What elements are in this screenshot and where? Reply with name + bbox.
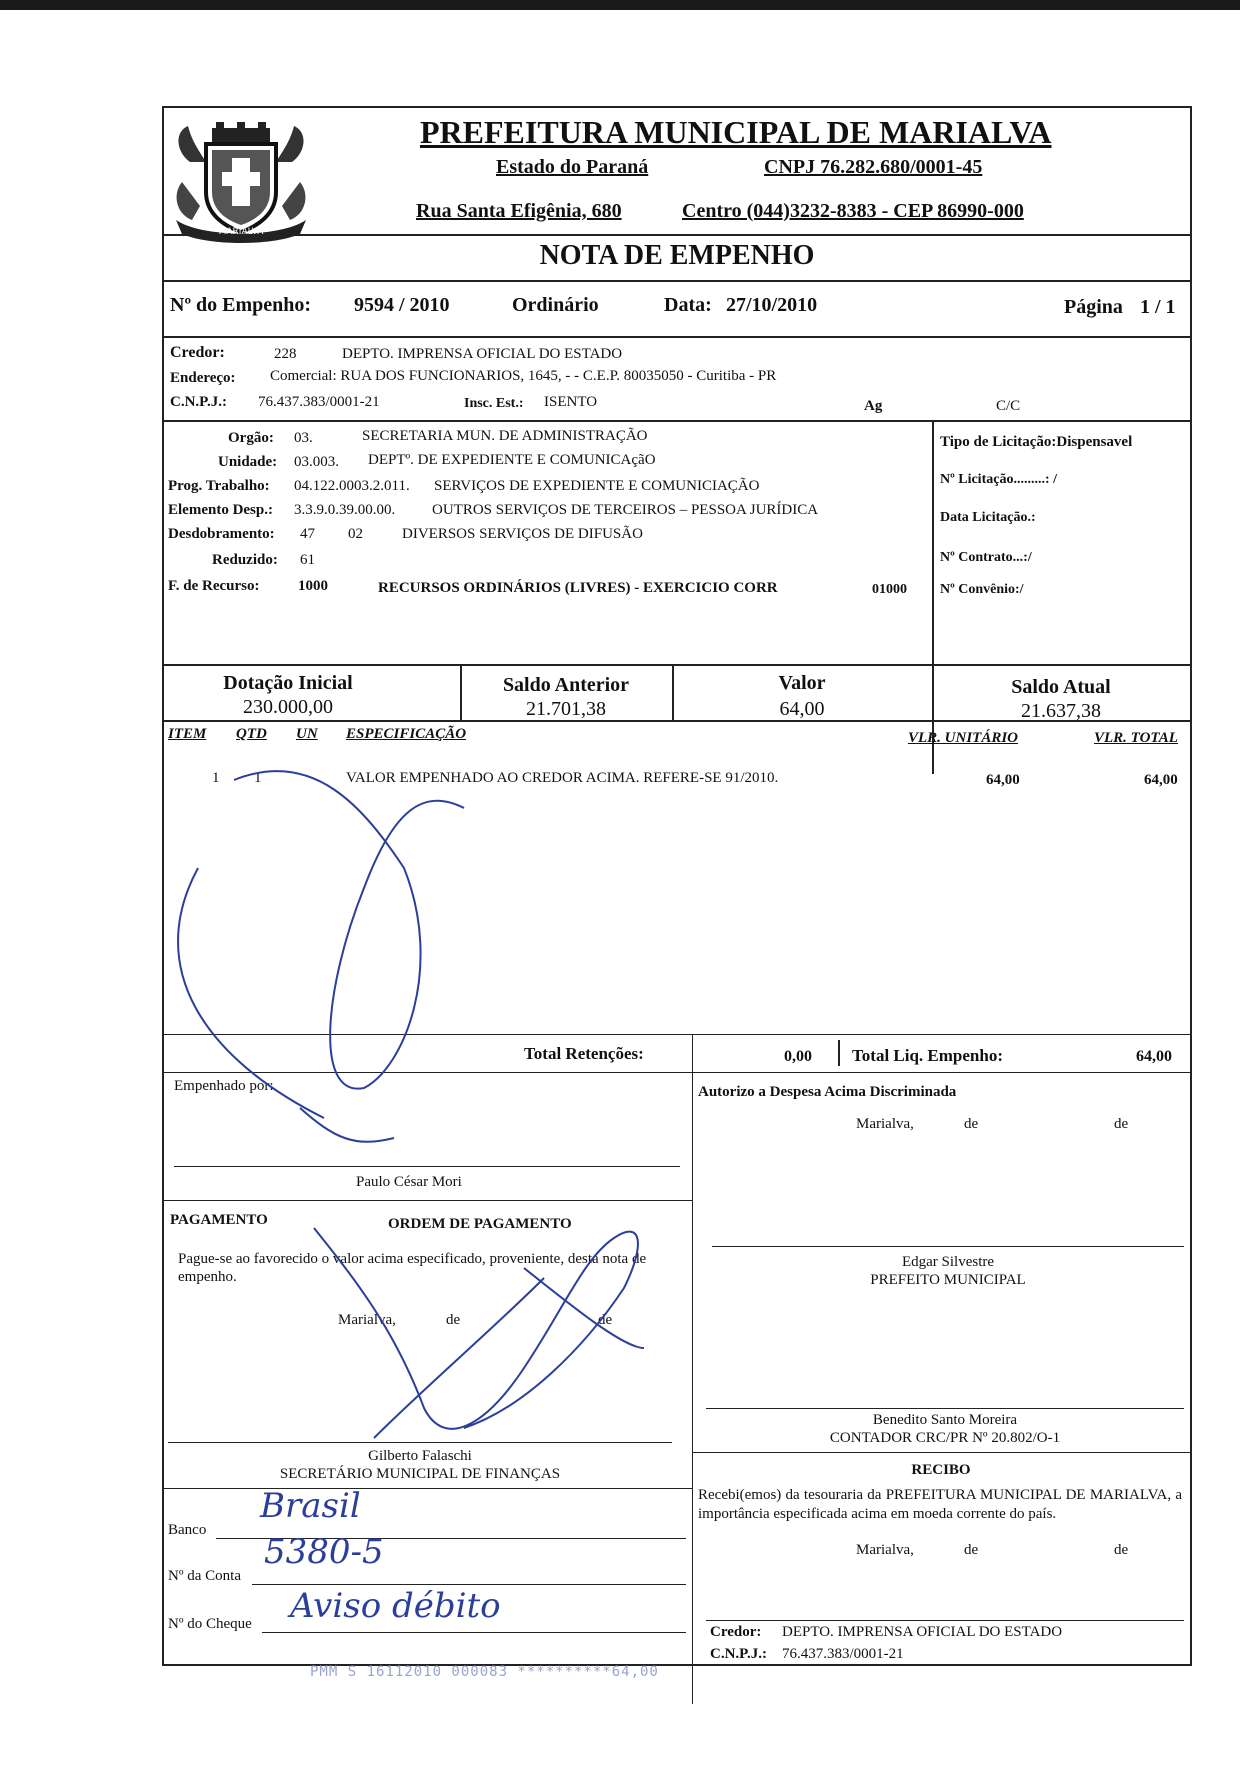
total-liquido-value: 64,00 — [1136, 1048, 1172, 1065]
prefeito-name: Edgar Silvestre — [901, 1254, 995, 1270]
reduzido-label: Reduzido: — [212, 552, 278, 568]
valor-label: Valor — [778, 672, 826, 694]
empenho-number-label: Nº do Empenho: — [170, 294, 312, 316]
cheque-label: Nº do Cheque — [168, 1616, 252, 1632]
recibo-text: Recebi(emos) da tesouraria da PREFEITURA MUNICIPAL DE MARIALVA, a importância especificada acima em moeda corrente do país. — [698, 1487, 1182, 1522]
credor-code: 228 — [274, 346, 297, 362]
banco-label: Banco — [168, 1522, 207, 1538]
autorizo-label: Autorizo a Despesa Acima Discriminada — [698, 1084, 957, 1100]
page-number: 1 / 1 — [1140, 296, 1176, 318]
org-cnpj: CNPJ 76.282.680/0001-45 — [764, 156, 983, 178]
insc-est-label: Insc. Est.: — [464, 396, 524, 411]
conta-label: Nº da Conta — [168, 1568, 241, 1584]
desdobramento-name: DIVERSOS SERVIÇOS DE DIFUSÃO — [402, 526, 643, 542]
fonte-recurso-code: 1000 — [298, 578, 328, 594]
mechanical-stamp: PMM S 16112010 000083 **********64,00 — [310, 1664, 659, 1680]
prefeito-role: PREFEITO MUNICIPAL — [870, 1272, 1026, 1288]
credor-label: Credor: — [170, 344, 225, 361]
empenho-number: 9594 / 2010 — [354, 294, 450, 316]
total-liquido-label: Total Liq. Empenho: — [852, 1046, 1003, 1065]
pagamento-de-2: de — [598, 1312, 613, 1328]
nota-de-empenho-form — [162, 106, 1192, 1666]
pagamento-text: Pague-se ao favorecido o valor acima especificado, proveniente, desta nota de empenho. — [178, 1251, 647, 1285]
valor-value: 64,00 — [779, 698, 825, 720]
prog-trabalho-label: Prog. Trabalho: — [168, 478, 270, 494]
unidade-name: DEPTº. DE EXPEDIENTE E COMUNICAçãO — [368, 452, 656, 468]
fonte-recurso-label: F. de Recurso: — [168, 578, 260, 594]
org-name: PREFEITURA MUNICIPAL DE MARIALVA — [420, 114, 1052, 150]
credor-cnpj-label: C.N.P.J.: — [170, 394, 227, 410]
item-especificacao: VALOR EMPENHADO AO CREDOR ACIMA. REFERE-SE 91/2010. — [346, 770, 779, 786]
col-un: UN — [296, 726, 318, 742]
total-retencoes-label: Total Retenções: — [524, 1044, 644, 1063]
item-valor-total: 64,00 — [1144, 772, 1178, 788]
credor-address: Comercial: RUA DOS FUNCIONARIOS, 1645, - - C.E.P. 80035050 - Curitiba - PR — [270, 368, 777, 384]
empenhado-por-label: Empenhado por: — [174, 1078, 274, 1094]
saldo-atual-label: Saldo Atual — [1011, 676, 1111, 698]
credor-cnpj: 76.437.383/0001-21 — [258, 394, 380, 410]
empenhado-por-name: Paulo César Mori — [356, 1174, 462, 1190]
col-valor-total: VLR. TOTAL — [1094, 730, 1178, 746]
unidade-code: 03.003. — [294, 454, 339, 470]
reduzido-code: 61 — [300, 552, 315, 568]
col-qtd: QTD — [236, 726, 267, 742]
orgao-name: SECRETARIA MUN. DE ADMINISTRAÇÃO — [362, 428, 648, 444]
tipo-licitacao: Tipo de Licitação:Dispensavel — [940, 434, 1133, 450]
numero-licitacao: Nº Licitação.........: / — [940, 472, 1057, 487]
elemento-code: 3.3.9.0.39.00.00. — [294, 502, 396, 518]
numero-convenio: Nº Convênio:/ — [940, 582, 1024, 597]
svg-text:MARIALVA: MARIALVA — [218, 227, 264, 237]
recibo-de-2: de — [1114, 1542, 1129, 1558]
unidade-label: Unidade: — [218, 454, 278, 470]
numero-contrato: Nº Contrato...:/ — [940, 550, 1032, 565]
empenho-date-label: Data: — [664, 294, 712, 316]
secretario-role: SECRETÁRIO MUNICIPAL DE FINANÇAS — [279, 1466, 561, 1482]
data-licitacao: Data Licitação.: — [940, 510, 1036, 525]
saldo-anterior-value: 21.701,38 — [526, 698, 606, 720]
desdobramento-sub: 02 — [348, 526, 363, 542]
saldo-atual-value: 21.637,38 — [1021, 700, 1101, 722]
scan-border — [0, 0, 1240, 10]
recibo-cnpj: 76.437.383/0001-21 — [782, 1646, 904, 1662]
autorizo-de-2: de — [1114, 1116, 1129, 1132]
saldo-anterior-label: Saldo Anterior — [502, 674, 630, 696]
recibo-city: Marialva, — [856, 1542, 914, 1558]
ordem-pagamento-label: ORDEM DE PAGAMENTO — [388, 1216, 572, 1232]
recibo-de-1: de — [964, 1542, 979, 1558]
col-item: ITEM — [168, 726, 207, 742]
banco-handwritten-value: Brasil — [260, 1486, 361, 1526]
col-valor-unitario: VLR. UNITÁRIO — [908, 730, 1019, 746]
org-district-phone: Centro (044)3232-8383 - CEP 86990-000 — [682, 200, 1024, 222]
fonte-recurso-name: RECURSOS ORDINÁRIOS (LIVRES) - EXERCICIO CORR — [378, 580, 778, 596]
credor-name: DEPTO. IMPRENSA OFICIAL DO ESTADO — [342, 346, 623, 362]
total-retencoes-value: 0,00 — [784, 1048, 812, 1065]
autorizo-de-1: de — [964, 1116, 979, 1132]
item-number: 1 — [212, 770, 220, 786]
recibo-label: RECIBO — [911, 1462, 971, 1478]
cheque-handwritten-value: Aviso débito — [290, 1586, 501, 1626]
prog-trabalho-code: 04.122.0003.2.011. — [294, 478, 410, 494]
pagamento-de-1: de — [446, 1312, 461, 1328]
document-title: NOTA DE EMPENHO — [539, 240, 815, 271]
org-address: Rua Santa Efigênia, 680 — [416, 200, 622, 222]
empenho-date: 27/10/2010 — [726, 294, 818, 316]
autorizo-city: Marialva, — [856, 1116, 914, 1132]
recibo-credor-label: Credor: — [710, 1624, 762, 1640]
elemento-label: Elemento Desp.: — [168, 502, 273, 518]
orgao-label: Orgão: — [228, 430, 274, 446]
conta-handwritten-value: 5380-5 — [264, 1532, 384, 1572]
fonte-recurso-number: 01000 — [872, 582, 907, 597]
state-name: Estado do Paraná — [496, 156, 649, 178]
contador-name: Benedito Santo Moreira — [872, 1412, 1018, 1428]
desdobramento-code: 47 — [300, 526, 315, 542]
elemento-name: OUTROS SERVIÇOS DE TERCEIROS – PESSOA JURÍDICA — [432, 502, 819, 518]
bank-account-label: C/C — [996, 398, 1021, 414]
contador-role: CONTADOR CRC/PR Nº 20.802/O-1 — [829, 1430, 1061, 1446]
recibo-credor-name: DEPTO. IMPRENSA OFICIAL DO ESTADO — [782, 1624, 1063, 1640]
bank-agency-label: Ag — [864, 398, 883, 414]
secretario-name: Gilberto Falaschi — [368, 1448, 472, 1464]
empenho-type: Ordinário — [512, 294, 599, 316]
recibo-cnpj-label: C.N.P.J.: — [710, 1646, 767, 1662]
col-especificacao: ESPECIFICAÇÃO — [346, 726, 467, 742]
dotacao-inicial-label: Dotação Inicial — [223, 672, 353, 694]
item-valor-unitario: 64,00 — [986, 772, 1020, 788]
orgao-code: 03. — [294, 430, 313, 446]
dotacao-inicial-value: 230.000,00 — [243, 696, 333, 718]
prog-trabalho-name: SERVIÇOS DE EXPEDIENTE E COMUNICIAÇÃO — [434, 478, 760, 494]
page-label: Página — [1064, 296, 1123, 318]
pagamento-label: PAGAMENTO — [170, 1212, 268, 1228]
desdobramento-label: Desdobramento: — [168, 526, 275, 542]
item-qtd: 1 — [254, 770, 262, 786]
pagamento-city: Marialva, — [338, 1312, 396, 1328]
insc-est-value: ISENTO — [544, 394, 598, 410]
handwritten-signatures — [164, 108, 1190, 1664]
credor-address-label: Endereço: — [170, 370, 236, 386]
